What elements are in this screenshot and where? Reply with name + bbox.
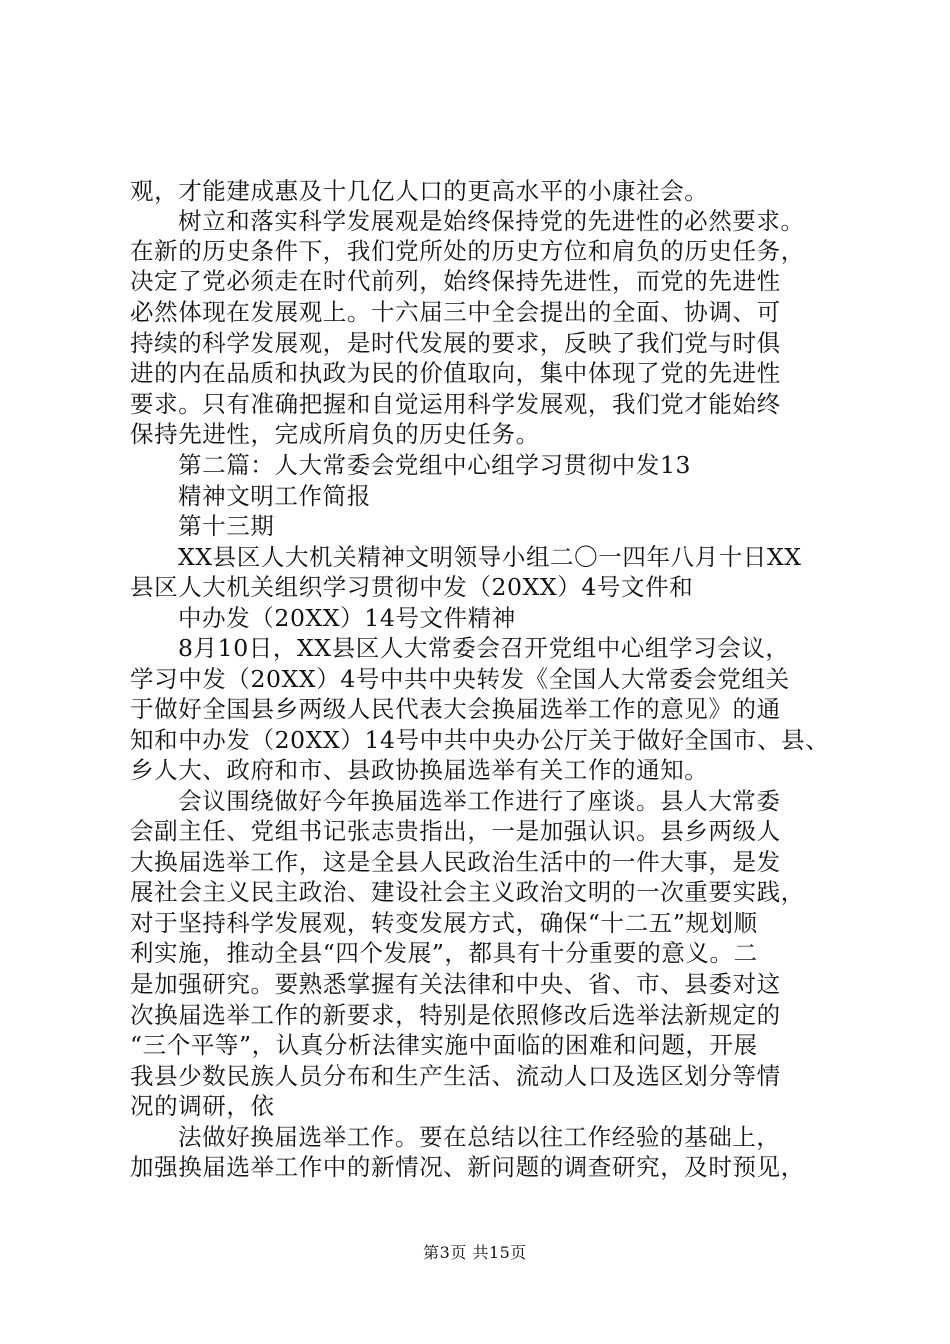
page-footer: 第3页 共15页	[423, 1243, 527, 1262]
text-line: “三个平等”，认真分析法律实施中面临的困难和问题，开展	[130, 1031, 758, 1059]
text-line: 对于坚持科学发展观，转变发展方式，确保“十二五”规划顺	[130, 909, 758, 937]
text-line: 在新的历史条件下，我们党所处的历史方位和肩负的历史任务，	[130, 237, 805, 265]
text-line: 保持先进性，完成所肩负的历史任务。	[130, 420, 540, 448]
text-line: 县区人大机关组织学习贯彻中发（20XX）4号文件和	[130, 573, 694, 601]
text-line: 利实施，推动全县“四个发展”，都具有十分重要的意义。二	[130, 939, 758, 967]
text-line: 学习中发（20XX）4号中共中央转发《全国人大常委会党组关	[130, 665, 790, 693]
text-line: 知和中办发（20XX）14号中共中央办公厅关于做好全国市、县、	[130, 726, 830, 754]
text-line: 决定了党必须走在时代前列，始终保持先进性，而党的先进性	[130, 267, 781, 295]
text-line: 乡人大、政府和市、县政协换届选举有关工作的通知。	[130, 756, 709, 784]
text-line: 树立和落实科学发展观是始终保持党的先进性的必然要求。	[178, 207, 805, 235]
text-line: 加强换届选举工作中的新情况、新问题的调查研究，及时预见，	[130, 1153, 805, 1181]
section-heading: 第二篇：人大常委会党组中心组学习贯彻中发13	[178, 451, 692, 479]
text-line: 会议围绕做好今年换届选举工作进行了座谈。县人大常委	[178, 787, 781, 815]
text-line: 是加强研究。要熟悉掌握有关法律和中央、省、市、县委对这	[130, 970, 781, 998]
section-heading: 精神文明工作简报	[178, 482, 371, 510]
text-line: 会副主任、党组书记张志贵指出，一是加强认识。县乡两级人	[130, 817, 781, 845]
text-line: 于做好全国县乡两级人民代表大会换届选举工作的意见》的通	[130, 695, 781, 723]
text-line: 必然体现在发展观上。十六届三中全会提出的全面、协调、可	[130, 298, 781, 326]
issue-number: 第十三期	[178, 512, 275, 540]
text-line: 大换届选举工作，这是全县人民政治生活中的一件大事，是发	[130, 848, 781, 876]
text-line: 进的内在品质和执政为民的价值取向，集中体现了党的先进性	[130, 359, 781, 387]
text-line: 要求。只有准确把握和自觉运用科学发展观，我们党才能始终	[130, 390, 781, 418]
text-line: 展社会主义民主政治、建设社会主义政治文明的一次重要实践，	[130, 878, 805, 906]
text-line: 持续的科学发展观，是时代发展的要求，反映了我们党与时俱	[130, 329, 781, 357]
text-line: XX县区人大机关精神文明领导小组二〇一四年八月十日XX	[178, 543, 802, 571]
text-line: 法做好换届选举工作。要在总结以往工作经验的基础上，	[178, 1123, 781, 1151]
text-line: 8月10日，XX县区人大常委会召开党组中心组学习会议，	[178, 634, 790, 662]
text-line: 中办发（20XX）14号文件精神	[178, 604, 516, 632]
text-line: 观，才能建成惠及十几亿人口的更高水平的小康社会。	[130, 177, 709, 205]
text-line: 次换届选举工作的新要求，特别是依照修改后选举法新规定的	[130, 1001, 781, 1029]
text-line: 我县少数民族人员分布和生产生活、流动人口及选区划分等情	[130, 1062, 781, 1090]
text-line: 况的调研，依	[130, 1092, 275, 1120]
